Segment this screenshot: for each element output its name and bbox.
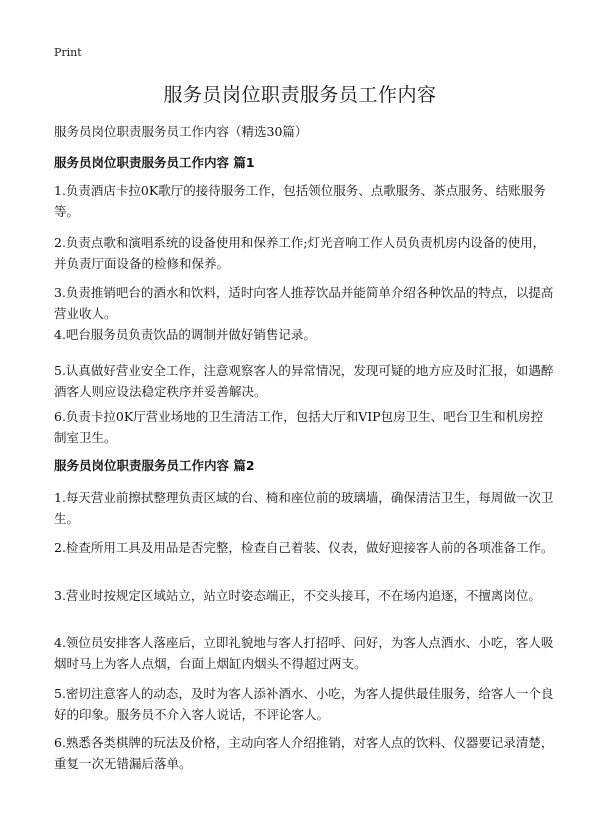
paragraph: 6.熟悉各类棋牌的玩法及价格，主动向客人介绍推销，对客人点的饮料、仪器要记录清楚，重复一次无错漏后落单。 xyxy=(54,735,554,771)
paragraph: 5.认真做好营业安全工作，注意观察客人的异常情况，发现可疑的地方应及时汇报，如遇醉酒客人则应设法稳定秩序并妥善解决。 xyxy=(54,363,554,399)
page-title: 服务员岗位职责服务员工作内容 xyxy=(163,84,437,106)
paragraph: 6.负责卡拉0K厅营业场地的卫生清洁工作，包括大厅和VIP包房卫生、吧台卫生和机房控制室卫生。 xyxy=(54,409,544,445)
paragraph: 4.领位员安排客人落座后，立即礼貌地与客人打招呼、问好，为客人点酒水、小吃，客人吸烟时马上为客人点烟，台面上烟缸内烟头不得超过两支。 xyxy=(54,635,554,671)
paragraph: 1.每天营业前擦拭整理负责区域的台、椅和座位前的玻璃墙，确保清洁卫生，每周做一次卫生。 xyxy=(54,490,554,526)
page-subtitle: 服务员岗位职责服务员工作内容（精选30篇） xyxy=(54,124,308,139)
paragraph: 4.吧台服务员负责饮品的调制并做好销售记录。 xyxy=(54,327,316,342)
paragraph: 2.检查所用工具及用品是否完整，检查自己着装、仪表，做好迎接客人前的各项准备工作。 xyxy=(54,540,554,555)
paragraph: 3.负责推销吧台的酒水和饮料，适时向客人推荐饮品并能简单介绍各种饮品的特点，以提高营业收人。 xyxy=(54,285,554,321)
paragraph: 3.营业时按规定区域站立，站立时姿态端正，不交头接耳，不在场内追逐，不擅离岗位。 xyxy=(54,588,541,603)
section-heading-1: 服务员岗位职责服务员工作内容 篇1 xyxy=(54,155,255,170)
paragraph: 5.密切注意客人的动态，及时为客人添补酒水、小吃，为客人提供最佳服务，给客人一个良好的印象。服务员不介入客人说话，不评论客人。 xyxy=(54,686,554,722)
section-heading-2: 服务员岗位职责服务员工作内容 篇2 xyxy=(54,458,255,473)
paragraph: 2.负责点歌和演唱系统的设备使用和保养工作;灯光音响工作人员负责机房内设备的使用，并负责厅面设备的检修和保养。 xyxy=(54,235,546,271)
print-link[interactable]: Print xyxy=(54,46,82,59)
paragraph: 1.负责酒店卡拉0K歌厅的接待服务工作，包括领位服务、点歌服务、茶点服务、结账服务等。 xyxy=(54,183,546,219)
